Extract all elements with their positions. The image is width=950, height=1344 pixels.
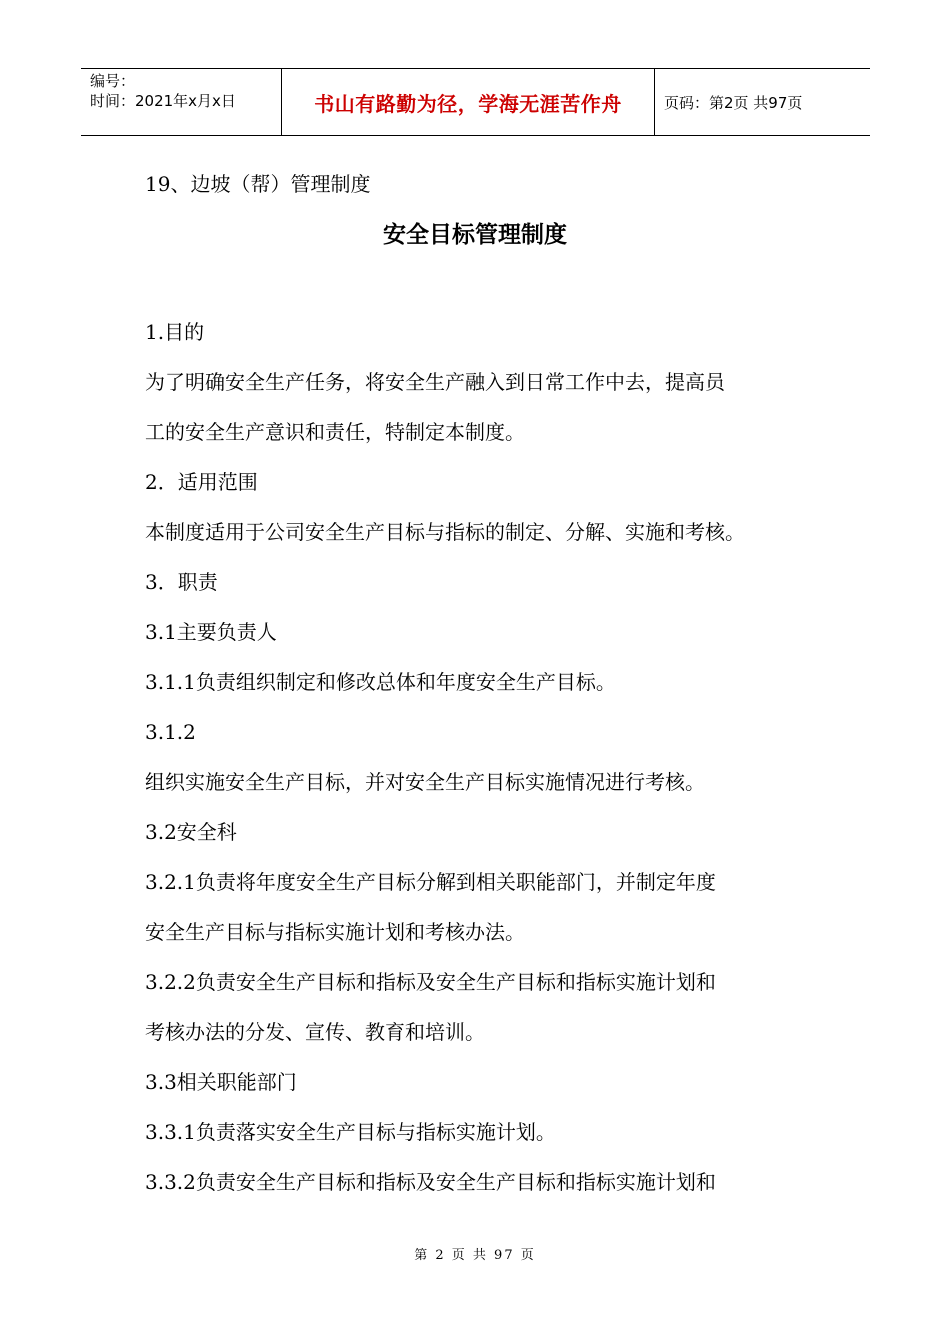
page-header	[81, 68, 870, 136]
page-footer: 第 2 页 共 97 页	[414, 1248, 536, 1263]
body-line: 3.1.1负责组织制定和修改总体和年度安全生产目标。	[145, 670, 616, 694]
document-number-label: 编号：	[90, 72, 136, 90]
header-motto: 书山有路勤为径，学海无涯苦作舟	[314, 91, 622, 116]
body-line: 2．适用范围	[145, 470, 258, 494]
body-line: 3.2.2负责安全生产目标和指标及安全生产目标和指标实施计划和	[145, 970, 716, 994]
header-meta	[81, 69, 282, 135]
body-line: 3.2.1负责将年度安全生产目标分解到相关职能部门，并制定年度	[145, 870, 716, 894]
body-line: 工的安全生产意识和责任，特制定本制度。	[145, 420, 525, 444]
body-line: 3.2安全科	[145, 820, 237, 844]
body-line: 3.3.1负责落实安全生产目标与指标实施计划。	[145, 1120, 556, 1144]
document-date: 时间：2021年x月x日	[90, 92, 236, 110]
header-page-info: 页码：第2页 共97页	[664, 93, 803, 112]
body-line: 本制度适用于公司安全生产目标与指标的制定、分解、实施和考核。	[145, 520, 745, 544]
body-line: 3.3.2负责安全生产目标和指标及安全生产目标和指标实施计划和	[145, 1170, 716, 1194]
body-line: 为了明确安全生产任务，将安全生产融入到日常工作中去，提高员	[145, 370, 725, 394]
body-line: 3.1.2	[145, 720, 196, 744]
body-line: 3.1主要负责人	[145, 620, 277, 644]
body-line: 组织实施安全生产目标，并对安全生产目标实施情况进行考核。	[145, 770, 705, 794]
body-line: 考核办法的分发、宣传、教育和培训。	[145, 1020, 485, 1044]
section-heading: 19、边坡（帮）管理制度	[145, 172, 371, 196]
body-line: 安全生产目标与指标实施计划和考核办法。	[145, 920, 525, 944]
document-title: 安全目标管理制度	[383, 222, 567, 248]
header-page-info-cell	[655, 69, 870, 135]
body-line: 3．职责	[145, 570, 218, 594]
body-line: 1.目的	[145, 320, 205, 344]
body-line: 3.3相关职能部门	[145, 1070, 297, 1094]
header-motto-cell	[282, 69, 655, 135]
